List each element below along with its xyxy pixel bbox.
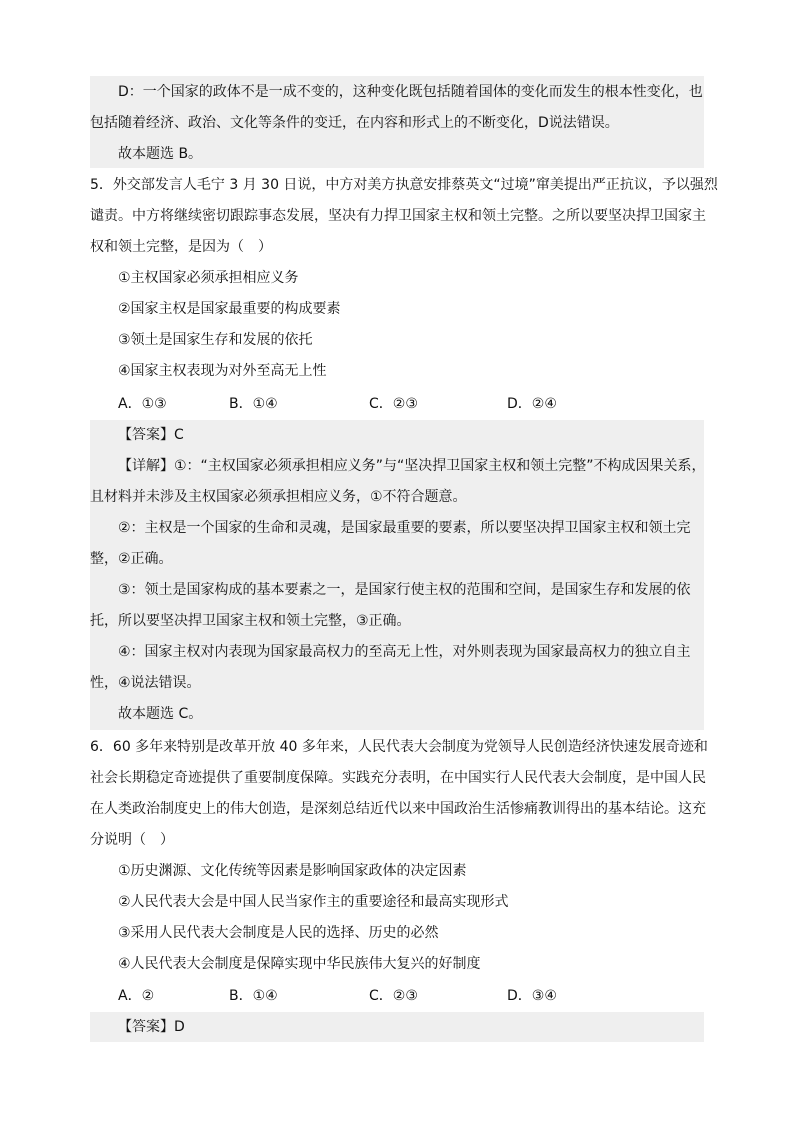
q5-option-c: C．②③ — [369, 396, 418, 412]
q5-stem-line2: 谴责。中方将继续密切跟踪事态发展，坚决有力捍卫国家主权和领土完整。之所以要坚决捍卫国家主 — [90, 208, 706, 224]
q5-statement-2: ②国家主权是国家最重要的构成要素 — [118, 301, 341, 317]
q6-statement-3: ③采用人民代表大会制度是人民的选择、历史的必然 — [118, 925, 439, 941]
q5-statement-1: ①主权国家必须承担相应义务 — [118, 270, 299, 286]
q5-statement-4: ④国家主权表现为对外至高无上性 — [118, 363, 327, 379]
q6-option-d: D．③④ — [507, 988, 557, 1004]
q5-detail-line4: 整，②正确。 — [90, 551, 173, 567]
q6-option-b: B．①④ — [229, 988, 278, 1004]
q6-stem-line4: 分说明（ ） — [90, 832, 174, 848]
q5-detail-line2: 且材料并未涉及主权国家必须承担相应义务，①不符合题意。 — [90, 489, 467, 505]
q5-stem-line1: 5．外交部发言人毛宁 3 月 30 日说，中方对美方执意安排蔡英文“过境”窜美提出严正抗议，予以强烈 — [90, 177, 718, 193]
q5-detail-line7: ④：国家主权对内表现为国家最高权力的至高无上性，对外则表现为国家最高权力的独立自主 — [118, 644, 691, 660]
q4-option-d-explain-line1: D：一个国家的政体不是一成不变的，这种变化既包括随着国体的变化而发生的根本性变化，也 — [118, 84, 703, 100]
q5-option-d: D．②④ — [507, 396, 557, 412]
q4-conclusion: 故本题选 B。 — [118, 146, 203, 162]
q5-detail-line3: ②：主权是一个国家的生命和灵魂，是国家最重要的要素，所以要坚决捍卫国家主权和领土完 — [118, 520, 691, 536]
q6-statement-1: ①历史渊源、文化传统等因素是影响国家政体的决定因素 — [118, 863, 467, 879]
q5-option-b: B．①④ — [229, 396, 278, 412]
q6-statement-4: ④人民代表大会制度是保障实现中华民族伟大复兴的好制度 — [118, 956, 481, 972]
q5-answer: 【答案】C — [118, 427, 184, 443]
q6-option-c: C．②③ — [369, 988, 418, 1004]
q5-stem-line3: 权和领土完整，是因为（ ） — [90, 239, 272, 255]
q5-detail-line8: 性，④说法错误。 — [90, 675, 201, 691]
q6-answer: 【答案】D — [118, 1019, 185, 1035]
q6-stem-line2: 社会长期稳定奇迹提供了重要制度保障。实践充分表明，在中国实行人民代表大会制度，是中国人民 — [90, 770, 706, 786]
q5-conclusion: 故本题选 C。 — [118, 706, 203, 722]
q6-stem-line1: 6．60 多年来特别是改革开放 40 多年来，人民代表大会制度为党领导人民创造经济快速发展奇迹和 — [90, 739, 708, 755]
q6-option-a: A．② — [118, 988, 155, 1004]
q5-detail-line5: ③：领土是国家构成的基本要素之一，是国家行使主权的范围和空间，是国家生存和发展的依 — [118, 582, 691, 598]
q5-statement-3: ③领土是国家生存和发展的依托 — [118, 332, 313, 348]
q4-option-d-explain-line2: 包括随着经济、政治、文化等条件的变迁，在内容和形式上的不断变化，D说法错误。 — [90, 115, 619, 131]
q6-stem-line3: 在人类政治制度史上的伟大创造，是深刻总结近代以来中国政治生活惨痛教训得出的基本结论。这充 — [90, 801, 706, 817]
q5-detail-line1: 【详解】①：“主权国家必须承担相应义务”与“坚决捍卫国家主权和领土完整”不构成因果关系， — [118, 458, 706, 474]
q5-detail-line6: 托，所以要坚决捍卫国家主权和领土完整，③正确。 — [90, 613, 411, 629]
q5-option-a: A．①③ — [118, 396, 167, 412]
q6-statement-2: ②人民代表大会是中国人民当家作主的重要途径和最高实现形式 — [118, 894, 509, 910]
